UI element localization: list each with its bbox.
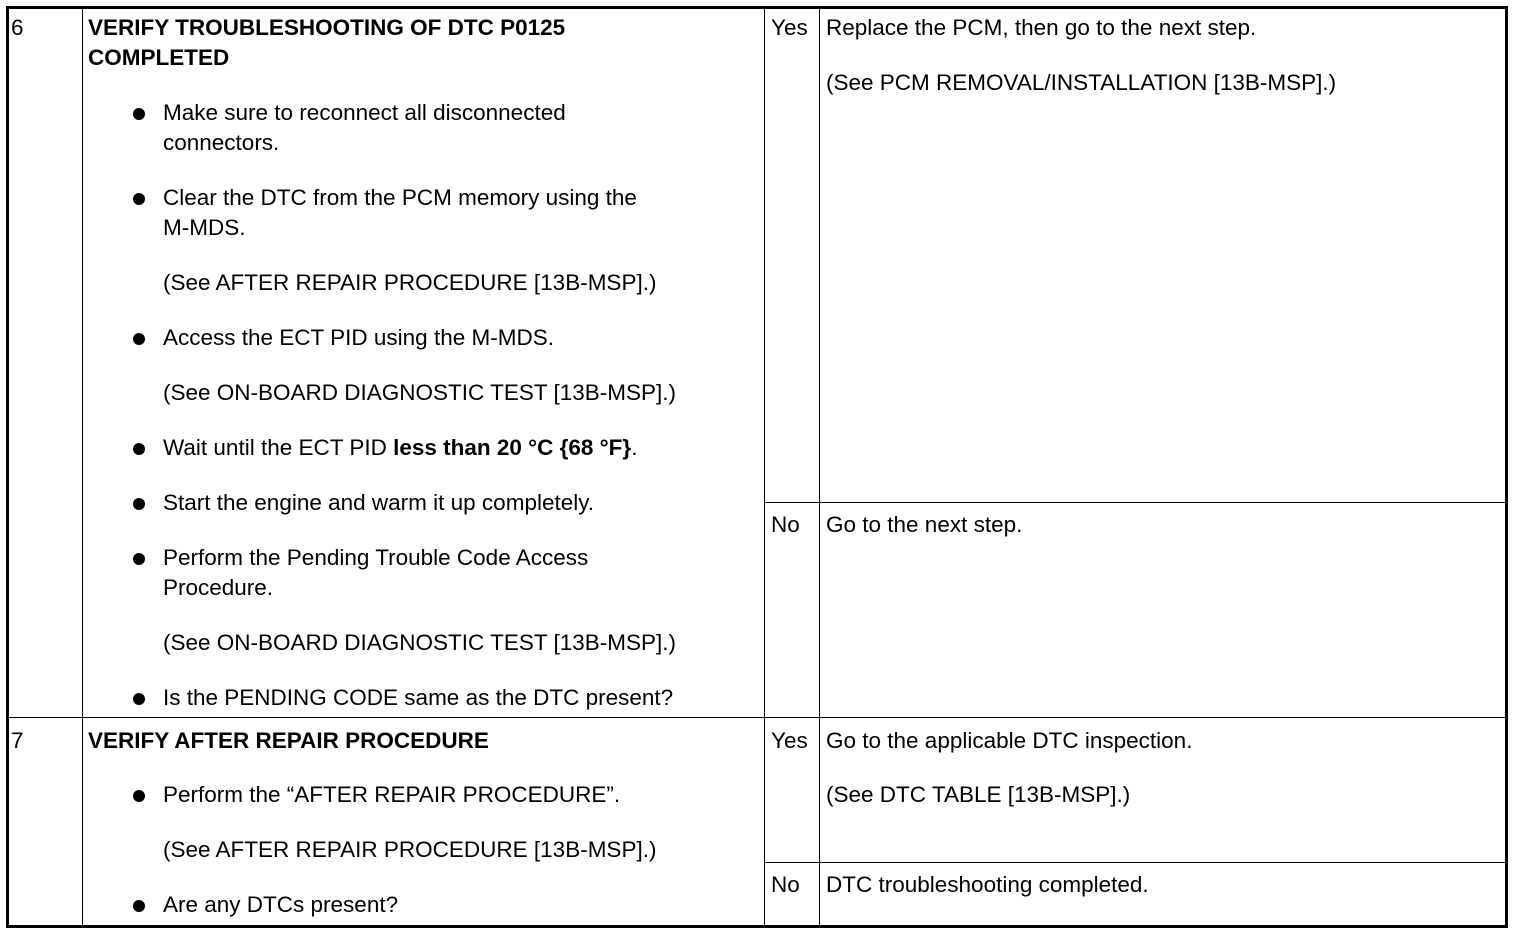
step-number: 7 [11,728,24,753]
step-title: VERIFY TROUBLESHOOTING OF DTC P0125 [88,15,566,40]
no-label: No [771,512,800,537]
column-divider-answer [764,6,765,928]
no-label: No [771,872,800,897]
bullet-text: Perform the “AFTER REPAIR PROCEDURE”. [163,782,621,807]
bullet-text [163,433,637,463]
reference-link[interactable]: (See ON-BOARD DIAGNOSTIC TEST [13B-MSP].) [163,630,677,655]
reference-link[interactable]: (See AFTER REPAIR PROCEDURE [13B-MSP].) [163,270,657,295]
step-title: VERIFY AFTER REPAIR PROCEDURE [88,728,489,753]
bullet-icon [133,553,145,565]
bullet-text: connectors. [163,130,280,155]
bullet-text-suffix: . [631,435,638,460]
step-title: COMPLETED [88,45,230,70]
bullet-text: Make sure to reconnect all disconnected [163,100,566,125]
yes-label: Yes [771,15,808,40]
yes-no-divider-row6 [764,502,1508,503]
bullet-icon [133,333,145,345]
bullet-icon [133,790,145,802]
bullet-icon [133,193,145,205]
column-divider-action [819,6,820,928]
bullet-icon [133,498,145,510]
bullet-text: Procedure. [163,575,274,600]
yes-action: Go to the applicable DTC inspection. [826,728,1193,753]
reference-link[interactable]: (See DTC TABLE [13B-MSP].) [826,782,1131,807]
yes-action: Replace the PCM, then go to the next step. [826,15,1257,40]
bullet-text: Start the engine and warm it up completely. [163,490,595,515]
no-action: Go to the next step. [826,512,1023,537]
temperature-threshold: less than 20 °C {68 °F} [393,435,632,460]
column-divider-step [82,6,83,928]
reference-link[interactable]: (See PCM REMOVAL/INSTALLATION [13B-MSP].) [826,70,1337,95]
yes-label: Yes [771,728,808,753]
bullet-icon [133,108,145,120]
bullet-text: Is the PENDING CODE same as the DTC present? [163,685,674,710]
bullet-text: M-MDS. [163,215,246,240]
bullet-text-prefix: Wait until the ECT PID [163,435,394,460]
bullet-text: Are any DTCs present? [163,892,399,917]
no-action: DTC troubleshooting completed. [826,872,1149,897]
reference-link[interactable]: (See ON-BOARD DIAGNOSTIC TEST [13B-MSP].) [163,380,677,405]
bullet-text: Access the ECT PID using the M-MDS. [163,325,554,350]
bullet-icon [133,443,145,455]
bullet-icon [133,900,145,912]
bullet-icon [133,693,145,705]
reference-link[interactable]: (See AFTER REPAIR PROCEDURE [13B-MSP].) [163,837,657,862]
yes-no-divider-row7 [764,862,1508,863]
bullet-text: Perform the Pending Trouble Code Access [163,545,589,570]
bullet-text: Clear the DTC from the PCM memory using the [163,185,637,210]
row-divider [6,717,1508,718]
step-number: 6 [11,15,24,40]
